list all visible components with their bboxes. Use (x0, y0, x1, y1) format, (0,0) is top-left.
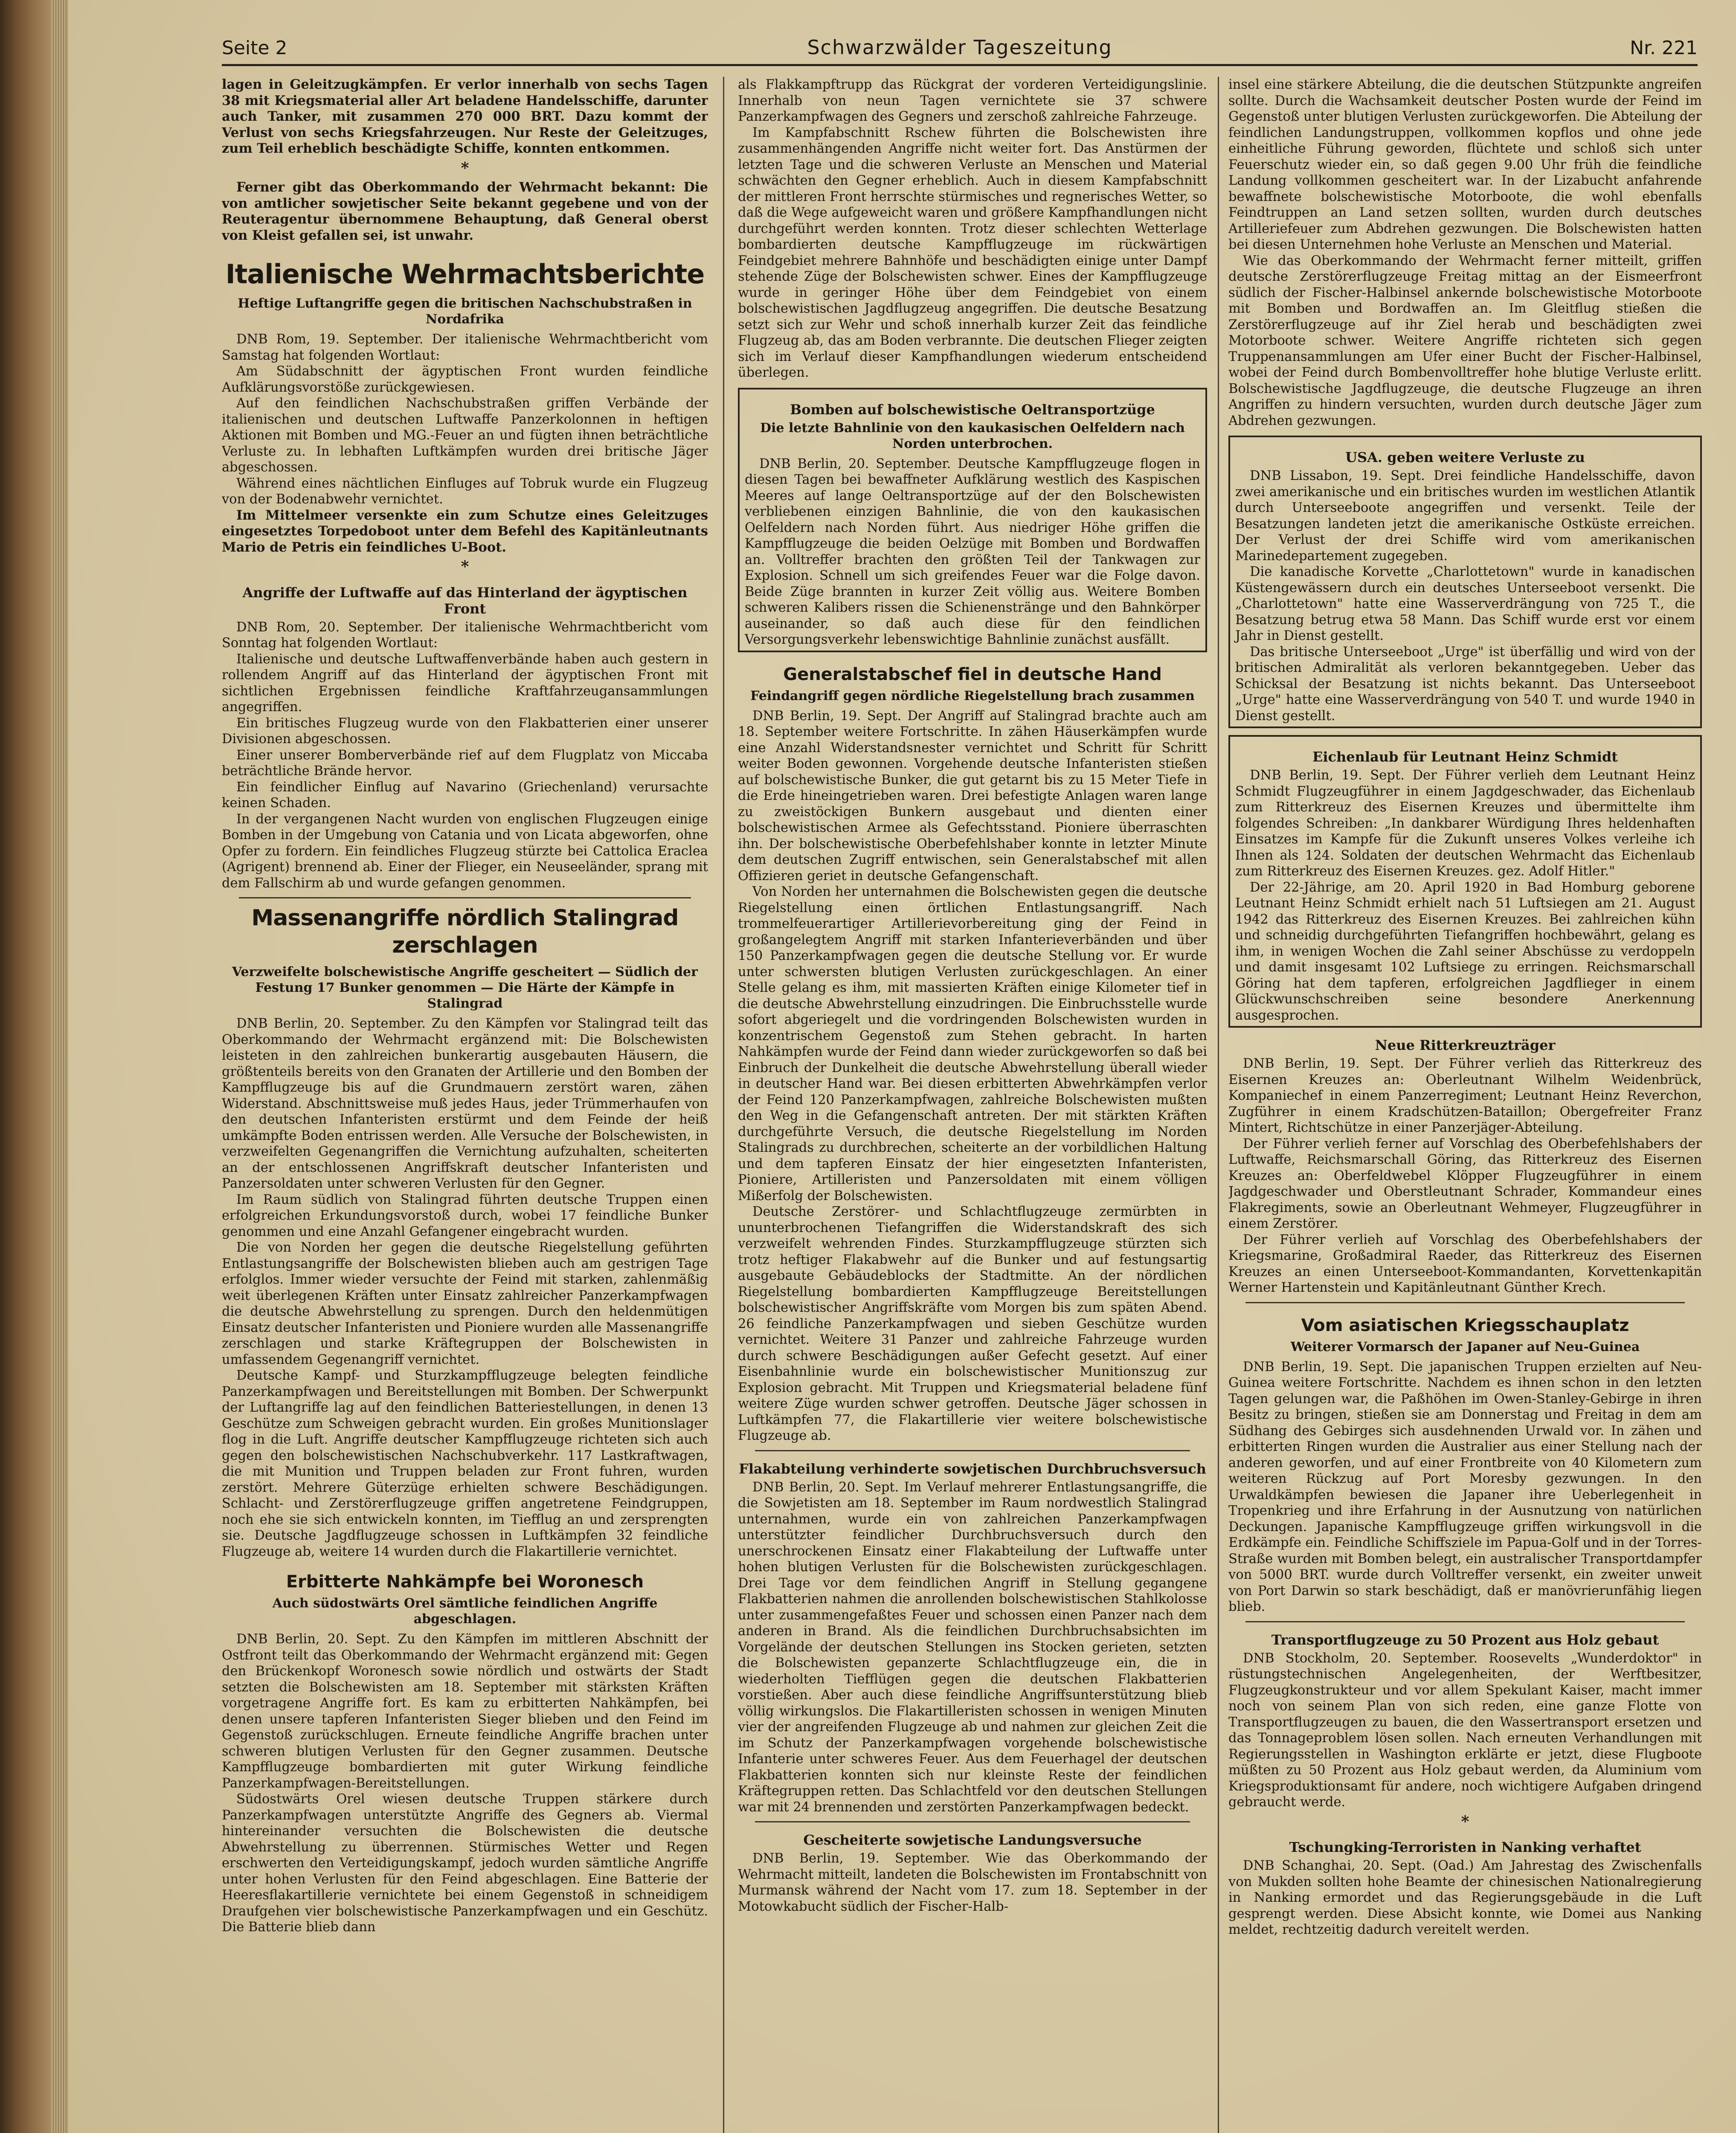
headline: Flakabteilung verhinderte sowjetischen Durchbruchsversuch (739, 1460, 1206, 1477)
article-text: DNB Lissabon, 19. Sept. Drei feindliche Handelsschiffe, davon zwei amerikanische und ein britisches wurden im westlichen Atlantik durch Unterseeboote angegriffen und versenkt. Teile der Besatzungen landeten jetzt die amerikanische Ostküste erreichen. Der Verlust der drei Schiffe wird vom amerikanischen Marinedepartement zugegeben. (1235, 468, 1695, 564)
article-text: DNB Berlin, 20. Sept. Im Verlauf mehrerer Entlastungsangriffe, die die Sowjetisten am 18. September im Raum nordwestlich Stalingrad unternahmen, wurde ein von zahlreichen Panzerkampfwagen unterstützter feindlicher Durchbruchsversuch durch den unerschrockenen Einsatz einer Flakabteilung der Luftwaffe unter hohen blutigen Verlusten für die Bolschewisten zurückgeschlagen. Drei Tage vor dem feindlichen Angriff in Stellung gegangene Flakbatterien nahmen die anrollenden bolschewistischen Stahlkolosse unter zusammengefaßtes Feuer und schossen einen Panzer nach dem anderen in Brand. Als die feindlichen Durchbruchsabsichten im Vorgelände der deutschen Stellungen ins Stocken gerieten, setzten die Bolschewisten gepanzerte Schlachtflugzeuge ein, die in wiederholten Tiefflügen gegen die deutschen Flakbatterien vorstießen. Aber auch diese feindliche Angriffsunterstützung blieb völlig wirkungslos. Die Flakartilleristen schossen in wenigen Minuten vier der angreifenden Flugzeuge ab und nahmen zur gleichen Zeit die im Schutz der Panzerkampfwagen vorgehende bolschewistische Infanterie unter schweres Feuer. Aus dem Feuerhagel der deutschen Flakbatterien konnten sich nur kleinste Reste der feindlichen Kräftegruppen retten. Das Schlachtfeld vor den deutschen Stellungen war mit 24 brennenden und zerstörten Panzerkampfwagen bedeckt. (738, 1479, 1207, 1815)
article-text: als Flakkampftrupp das Rückgrat der vorderen Verteidigungslinie. Innerhalb von neun Tagen vernichtete sie 37 schwere Panzerkampfwagen des Gegners und zerschoß zahlreiche Fahrzeuge. (738, 77, 1207, 124)
headline: Erbitterte Nahkämpfe bei Woronesch (286, 1572, 644, 1592)
column-rule (723, 77, 724, 2133)
headline: Angriffe der Luftwaffe auf das Hinterland der ägyptischen Front (242, 584, 688, 617)
article-text: Der 22-Jährige, am 20. April 1920 in Bad Homburg geborene Leutnant Heinz Schmidt erhielt nach 51 Luftsiegen am 21. August 1942 das Ritterkreuz des Eisernen Kreuzes. Bei zahlreichen kühn und schneidig durchgeführten Tiefangriffen hochbewährt, gelang es ihm, in wenigen Wochen die Zahl seiner Abschüsse zu verdoppeln und damit insgesamt 102 Luftsiege zu erringen. Reichsmarschall Göring hat dem tapferen, erfolgreichen Jagdflieger in einem Glückwunschschreiben seine besondere Anerkennung ausgesprochen. (1235, 880, 1695, 1023)
article-text: DNB Stockholm, 20. September. Roosevelts „Wunderdoktor" in rüstungstechnischen Angelegenheiten, der Werftbesitzer, Flugzeugkonstrukteur und vor allem Spekulant Kaiser, macht immer noch von seinem Plan von sich reden, eine ganze Flotte von Transportflugzeugen zu bauen, die den Wassertransport ersetzen und das Tonnageproblem lösen sollen. Nach erneuten Verhandlungen mit Regierungsstellen in Washington erklärte er jetzt, diese Flugboote müßten zu 50 Prozent aus Holz gebaut werden, da Aluminium vom Kriegsproduktionsamt für andere, noch wichtigere Aufgaben dringend gebraucht werde. (1228, 1651, 1702, 1810)
divider (755, 1821, 1190, 1822)
article-text: Im Kampfabschnitt Rschew führten die Bolschewisten ihre zusammenhängenden Angriffe nicht weiter fort. Das Anstürmen der letzten Tage und die schweren Verluste an Menschen und Material schwächten den Gegner erheblich. Auch in diesem Kampfabschnitt der mittleren Front herrschte stürmisches und regnerisches Wetter, so daß die Wege aufgeweicht waren und größere Kampfhandlungen nicht durchgeführt werden konnten. Trotz dieser schlechten Wetterlage bombardierten deutsche Kampfflugzeuge im rückwärtigen Feindgebiet mehrere Bahnhöfe und beschädigten einige unter Dampf stehende Züge der Bolschewisten schwer. Eines der Kampfflugzeuge wurde in geringer Höhe über dem Feindgebiet von einem bolschewistischen Jagdflugzeug angegriffen. Die deutsche Besatzung setzt sich zur Wehr und schoß innerhalb kurzer Zeit das feindliche Flugzeug ab, das am Boden verbrannte. Die deutschen Flieger zeigten sich im Verlauf dieser Kampfhandlungen wiederum entscheidend überlegen. (738, 125, 1207, 380)
headline: Italienische Wehrmachtsberichte (225, 259, 705, 290)
issue-number: Nr. 221 (1630, 37, 1698, 59)
divider (239, 897, 691, 898)
article-text: Am Südabschnitt der ägyptischen Front wurden feindliche Aufklärungsvorstöße zurückgewiesen. (222, 364, 708, 395)
article-text: Einer unserer Bomberverbände rief auf dem Flugplatz von Miccaba beträchtliche Brände hervor. (222, 747, 708, 779)
article-text: Die von Norden her gegen die deutsche Riegelstellung geführten Entlastungsangriffe der Bolschewisten blieben auch am gestrigen Tage erfolglos. Immer wieder versuchte der Feind mit starken, zahlenmäßig weit überlegenen Kräften unter Einsatz zahlreicher Panzerkampfwagen die deutsche Abwehrstellung zu sprengen. Durch den heldenmütigen Einsatz deutscher Infanteristen und Pioniere wurden alle Massenangriffe zerschlagen und starke Kräftegruppen der Bolschewisten in umfassendem Gegenangriff vernichtet. (222, 1240, 708, 1367)
article-text: DNB Berlin, 19. Sept. Die japanischen Truppen erzielten auf Neu-Guinea weitere Fortschritte. Nachdem es ihnen schon in den letzten Tagen gelungen war, die Paßhöhen im Owen-Stanley-Gebirge in ihren Besitz zu bringen, stießen sie am Donnerstag und Freitag in dem am Südhang des Gebirges sich ausdehnenden Urwald vor. In zähen und erbitterten Ringen wurden die Australier aus einer Stellung nach der anderen geworfen, und auf einer Frontbreite von 40 Kilometern zum weiteren Rückzug auf Port Moresby gezwungen. In den Urwaldkämpfen bewiesen die Japaner ihre Ueberlegenheit in Tropenkrieg und ihre Erfahrung in der Ausnutzung von natürlichen Deckungen. Japanische Kampfflugzeuge griffen wirkungsvoll in die Erdkämpfe ein. Feindliche Schiffsziele im Papua-Golf und in der Torres-Straße wurden mit Bomben belegt, ein australischer Transportdampfer von 5000 BRT. wurde durch Volltreffer versenkt, ein zweiter unweit von Port Darwin so stark beschädigt, daß er manövrierunfähig liegen blieb. (1228, 1359, 1702, 1614)
headline: Vom asiatischen Kriegsschauplatz (1301, 1315, 1629, 1335)
article-text: Das britische Unterseeboot „Urge" ist überfällig und wird von der britischen Admiralität als verloren bekanntgegeben. Ueber das Schicksal der Besatzung ist nichts bekannt. Das Unterseeboot „Urge" hatte eine Wasserverdrängung von 540 T. und wurde 1940 in Dienst gestellt. (1235, 644, 1695, 724)
boxed-article (1228, 436, 1702, 728)
headline: Bomben auf bolschewistische Oeltransportzüge (790, 401, 1155, 418)
headline: Massenangriffe nördlich Stalingrad zerschlagen (251, 905, 679, 958)
article-text: Auf den feindlichen Nachschubstraßen griffen Verbände der italienischen und deutschen Luftwaffe Panzerkolonnen in heftigen Aktionen mit Bomben und MG.-Feuer an und fügten ihnen beträchtliche Verluste zu. In lebhaften Luftkämpfen wurden drei britische Jäger abgeschossen. (222, 396, 708, 475)
article-text: DNB Berlin, 20. Sept. Zu den Kämpfen im mittleren Abschnitt der Ostfront teilt das Oberkommando der Wehrmacht ergänzend mit: Gegen den Brückenkopf Woronesch sowie nördlich und ostwärts der Stadt setzten die Bolschewisten am 18. September mit stärksten Kräften vorgetragene Angriffe fort. Es kam zu erbitterten Nahkämpfen, bei denen unsere tapferen Infanteristen Sieger blieben und den Feind im Gegenstoß zurückschlugen. Erneute feindliche Angriffe brachen unter schweren blutigen Verlusten für den Gegner zusammen. Deutsche Kampfflugzeuge bombardierten mit guter Wirkung feindliche Panzerkampfwagen-Bereitstellungen. (222, 1632, 708, 1791)
article-text: Während eines nächtlichen Einfluges auf Tobruk wurde ein Flugzeug von der Bodenabwehr vernichtet. (222, 476, 708, 507)
headline: Gescheiterte sowjetische Landungsversuche (803, 1832, 1142, 1848)
separator-star: * (461, 159, 469, 177)
article-text: DNB Berlin, 19. September. Wie das Oberkommando der Wehrmacht mitteilt, landeten die Bolschewisten im Frontabschnitt von Murmansk während der Nacht vom 17. zum 18. September in der Motowkabucht südlich der Fischer-Halb- (738, 1851, 1207, 1914)
article-text: Der Führer verlieh ferner auf Vorschlag des Oberbefehlshabers der Luftwaffe, Reichsmarschall Göring, das Ritterkreuz des Eisernen Kreuzes an: Oberfeldwebel Klöpper Flugzeugführer in einem Jagdgeschwader und Oberstleutnant Schrader, Kommandeur eines Flakregiments, sowie an Oberleutnant Wehmeyer, Flugzeugführer in einem Zerstörer. (1228, 1136, 1702, 1231)
article-text: Ein britisches Flugzeug wurde von den Flakbatterien einer unserer Divisionen abgeschossen. (222, 715, 708, 747)
article-text: Von Norden her unternahmen die Bolschewisten gegen die deutsche Riegelstellung einen örtlichen Entlastungsangriff. Nach trommelfeuerartiger Artillerievorbereitung ging der Feind in großangelegtem Angriff mit starken Infanterieverbänden und über 150 Panzerkampfwagen gegen die deutsche Stellung vor. Er wurde unter schwersten blutigen Verlusten zurückgeschlagen. An einer Stelle gelang es ihm, mit massierten Kräften einige Kilometer tief in die deutsche Abwehrstellung einzudringen. Die Einbruchsstelle wurde sofort abgeriegelt und die vordringenden Bolschewisten wurden in konzentrischem Gegenstoß zum Stehen gebracht. In harten Nahkämpfen wurde der Feind dann wieder zurückgeworfen so daß bei Einbruch der Dunkelheit die deutsche Abwehrstellung überall wieder in deutscher Hand war. Bei diesen erbitterten Abwehrkämpfen verlor der Feind 120 Panzerkampfwagen, zahlreiche Bolschewisten mußten den Weg in die Gefangenschaft antreten. Der mit stärkten Kräften durchgeführte Versuch, die deutsche Riegelstellung im Norden Stalingrads zu durchbrechen, scheiterte an der vorbildlichen Haltung und dem tapferen Einsatz der hier eingesetzten Infanteristen, Pioniere, Artilleristen und Panzersoldaten mit einem völligen Mißerfolg der Bolschewisten. (738, 884, 1207, 1203)
subheadline: Die letzte Bahnlinie von den kaukasischen Oelfeldern nach Norden unterbrochen. (760, 420, 1185, 451)
column-1 (222, 77, 708, 2133)
divider (1245, 1621, 1685, 1622)
divider (1245, 1302, 1685, 1303)
article-text: In der vergangenen Nacht wurden von englischen Flugzeugen einige Bomben in der Umgebung von Catania und von Licata abgeworfen, ohne Opfer zu fordern. Ein feindliches Flugzeug stürzte bei Cattolica Eraclea (Agrigent) brennend ab. Einer der Flieger, ein Neuseeländer, sprang mit dem Fallschirm ab und wurde gefangen genommen. (222, 811, 708, 891)
article-text: DNB Rom, 20. September. Der italienische Wehrmachtbericht vom Sonntag hat folgenden Wortlaut: (222, 619, 708, 651)
article-text: Im Raum südlich von Stalingrad führten deutsche Truppen einen erfolgreichen Erkundungsvorstoß durch, wobei 17 feindliche Bunker genommen und eine Anzahl Gefangener eingebracht wurden. (222, 1192, 708, 1239)
article-text: DNB Berlin, 20. September. Zu den Kämpfen vor Stalingrad teilt das Oberkommando der Wehrmacht ergänzend mit: Die Bolschewisten leisteten in den zahlreichen bunkerartig ausgebauten Häusern, die größtenteils bereits von den Granaten der Artillerie und den Bomben der Kampfflugzeuge bis auf die Grundmauern zerstört waren, zähen Widerstand. Abschnittsweise muß jedes Haus, jeder Trümmerhaufen von den deutschen Infanteristen erstürmt und dem Feinde der heiß umkämpfte Boden entrissen werden. Alle Versuche der Bolschewisten, in verzweifelten Gegenangriffen die Vernichtung aufzuhalten, scheiterten an der entschlossenen Angriffskraft deutscher Infanteristen und Panzersoldaten unter schweren Verlusten für den Gegner. (222, 1016, 708, 1191)
subheadline: Heftige Luftangriffe gegen die britischen Nachschubstraßen in Nordafrika (238, 296, 692, 327)
subheadline: Auch südostwärts Orel sämtliche feindlichen Angriffe abgeschlagen. (272, 1596, 658, 1627)
headline: Neue Ritterkreuzträger (1375, 1037, 1556, 1053)
divider (755, 1450, 1190, 1451)
article-text: DNB Berlin, 19. Sept. Der Führer verlieh dem Leutnant Heinz Schmidt Flugzeugführer in einem Jagdgeschwader, das Eichenlaub zum Ritterkreuz des Eisernen Kreuzes und übermittelte ihm folgendes Schreiben: „In dankbarer Würdigung Ihres heldenhaften Einsatzes im Kampfe für die Zukunft unseres Volkes verleihe ich Ihnen als 124. Soldaten der deutschen Wehrmacht das Eichenlaub zum Ritterkreuz des Eisernen Kreuzes. gez. Adolf Hitler." (1235, 768, 1695, 879)
article-text: Im Mittelmeer versenkte ein zum Schutze eines Geleitzuges eingesetztes Torpedoboot unter dem Befehl des Kapitänleutnants Mario de Petris ein feindliches U-Boot. (222, 507, 708, 555)
subheadline: Verzweifelte bolschewistische Angriffe gescheitert — Südlich der Festung 17 Bunker genommen — Die Härte der Kämpfe in Stalingrad (232, 965, 698, 1011)
column-2 (738, 77, 1207, 2133)
page-number: Seite 2 (222, 37, 287, 59)
masthead (222, 30, 1698, 66)
article-text: DNB Berlin, 19. Sept. Der Führer verlieh das Ritterkreuz des Eisernen Kreuzes an: Oberleutnant Wilhelm Weidenbrück, Kompaniechef in einem Panzerregiment; Leutnant Heinz Reverchon, Zugführer in einem Kradschützen-Bataillon; Obergefreiter Franz Mintert, Richtschütze in einer Panzerjäger-Abteilung. (1228, 1056, 1702, 1135)
article-text: Deutsche Zerstörer- und Schlachtflugzeuge zermürbten in ununterbrochenen Tiefangriffen die Widerstandskraft des sich verzweifelt wehrenden Findes. Sturzkampfflugzeuge stürzten sich trotz heftiger Flakabwehr auf die Bunker und auf festungsartig ausgebaute Gebäudeblocks der Stadtmitte. An der nördlichen Riegelstellung bombardierten Kampfflugzeuge Bereitstellungen bolschewistischer Angriffskräfte vom Morgen bis zum späten Abend. 26 feindliche Panzerkampfwagen und sieben Geschütze wurden vernichtet. Weitere 31 Panzer und zahlreiche Fahrzeuge wurden durch schwere Beschädigungen außer Gefecht gesetzt. Auf einer Eisenbahnlinie wurde ein bolschewistischer Munitionszug zur Explosion gebracht. Mit Truppen und Kriegsmaterial beladene fünf weitere Züge wurden schwer getroffen. Deutsche Jäger schossen in Luftkämpfen 77, die Flakartillerie vier weitere bolschewistische Flugzeuge ab. (738, 1204, 1207, 1443)
headline: Generalstabschef fiel in deutsche Hand (783, 664, 1162, 684)
separator-star: * (1461, 1812, 1469, 1831)
subheadline: Feindangriff gegen nördliche Riegelstellung brach zusammen (750, 688, 1195, 703)
article-text: DNB Berlin, 20. September. Deutsche Kampfflugzeuge flogen in diesen Tagen bei bewaffneter Aufklärung westlich des Kaspischen Meeres auf lange Oeltransportzüge auf der den Bolschewisten verbliebenen einzigen Bahnlinie, die von den kaukasischen Oelfeldern nach Norden führt. Aus niedriger Höhe griffen die Kampfflugzeuge die beiden Oelzüge mit Bomben und Bordwaffen an. Volltreffer brachten den größten Teil der Tankwagen zur Explosion. Schnell um sich greifendes Feuer war die Folge davon. Beide Züge brannten in kurzer Zeit völlig aus. Weitere Bomben schweren Kalibers rissen die Schienenstränge und den Bahnkörper auseinander, so daß auch diese für den feindlichen Versorgungsverkehr lebenswichtige Bahnlinie zunächst ausfällt. (745, 456, 1200, 647)
headline: Tschungking-Terroristen in Nanking verhaftet (1289, 1839, 1641, 1855)
headline: USA. geben weitere Verluste zu (1345, 449, 1585, 465)
boxed-article (1228, 735, 1702, 1028)
boxed-article (738, 388, 1207, 652)
article-text: Deutsche Kampf- und Sturzkampfflugzeuge belegten feindliche Panzerkampfwagen und Bereitstellungen mit Bomben. Der Schwerpunkt der Luftangriffe lag auf den feindlichen Batteriestellungen, in denen 13 Geschütze zum Schweigen gebracht wurden. Ein großes Munitionslager flog in die Luft. Angriffe deutscher Kampfflugzeuge richteten sich auch gegen den bolschewistischen Nachschubverkehr. 117 Lastkraftwagen, die mit Munition und Truppen beladen zur Front fuhren, wurden zerstört. Mehrere Güterzüge erhielten schwere Beschädigungen. Schlacht- und Zerstörerflugzeuge griffen angetretene Feindgruppen, noch ehe sie sich entwickeln konnten, im Tiefflug an und zersprengten sie. Deutsche Jagdflugzeuge schossen in Luftkämpfen 32 feindliche Flugzeuge ab, weitere 14 wurden durch die Flakartillerie vernichtet. (222, 1368, 708, 1559)
article-text: Ein feindlicher Einflug auf Navarino (Griechenland) verursachte keinen Schaden. (222, 779, 708, 811)
article-text: insel eine stärkere Abteilung, die die deutschen Stützpunkte angreifen sollte. Durch die Wachsamkeit deutscher Posten wurde der Feind im Gegenstoß unter blutigen Verlusten zurückgeworfen. Die Abteilung der feindlichen Landungstruppen, vollkommen kopflos und ohne jede einheitliche Führung geworden, flüchtete und schloß sich unter Feuerschutz wieder ein, so daß gegen 9.00 Uhr früh die feindliche Landung vollkommen gescheitert war. In der Lizabucht anfahrende bewaffnete bolschewistische Motorboote, die wohl ebenfalls Feindtruppen an Land setzen sollten, wurden durch deutsches Artilleriefeuer zum Abdrehen gezwungen. Die Bolschewisten hatten bei diesen Unternehmen hohe Verluste an Menschen und Material. (1228, 77, 1702, 252)
article-text: Der Führer verlieh auf Vorschlag des Oberbefehlshabers der Kriegsmarine, Großadmiral Raeder, das Ritterkreuz des Eisernen Kreuzes an einen Unterseeboot-Kommandanten, Korvettenkapitän Werner Hartenstein und Kapitänleutnant Günther Krech. (1228, 1232, 1702, 1295)
article-text: Ferner gibt das Oberkommando der Wehrmacht bekannt: Die von amtlicher sowjetischer Seite bekannt gegebene und von der Reuteragentur übernommene Behauptung, daß General oberst von Kleist gefallen sei, ist unwahr. (222, 180, 708, 243)
column-3 (1228, 77, 1702, 2133)
article-text: Wie das Oberkommando der Wehrmacht ferner mitteilt, griffen deutsche Zerstörerflugzeuge Freitag mittag an der Eismeerfront südlich der Fischer-Halbinsel ankernde bolschewistische Motorboote mit Bomben und Bordwaffen an. Im Gleitflug stießen die Zerstörerflugzeuge auf ihr Ziel herab und beschädigten zwei Motorboote schwer. Weitere Angriffe richteten sich gegen Truppenansammlungen am Ufer einer Bucht der Fischer-Halbinsel, wobei der Feind durch Bombenvolltreffer hohe blutige Verluste erlitt. Bolschewistische Jagdflugzeuge, die deutsche Flugzeuge an ihren Angriffen zu hindern versuchten, wurden durch deutsche Jäger zum Abdrehen gezwungen. (1228, 253, 1702, 428)
newspaper-title: Schwarzwälder Tageszeitung (807, 36, 1112, 59)
page-edges (51, 0, 68, 2133)
article-text: Südostwärts Orel wiesen deutsche Truppen stärkere durch Panzerkampfwagen unterstützte Angriffe des Gegners ab. Viermal hintereinander versuchten die Bolschewisten die deutsche Abwehrstellung zu überrennen. Stürmisches Wetter und Regen erschwerten den Verteidigungskampf, jedoch wurden sämtliche Angriffe unter hohen Verlusten für den Feind abgeschlagen. Eine Batterie der Heeresflakartillerie vernichtete bei einem Gegenstoß in schneidigem Draufgehen vier bolschewistische Panzerkampfwagen und ein Geschütz. Die Batterie blieb dann (222, 1792, 708, 1935)
article-text: DNB Berlin, 19. Sept. Der Angriff auf Stalingrad brachte auch am 18. September weitere Fortschritte. In zähen Häuserkämpfen wurde eine Anzahl Widerstandsnester vernichtet und Schritt für Schritt weiter Boden gewonnen. Vorgehende deutsche Infanteristen stießen auf bolschewistische Bunker, die gut getarnt bis zu 15 Meter Tiefe in die Erde hineingetrieben waren. Drei befestigte Anlagen waren lange zu zweistöckigen Bunkern ausgebaut und dienten einer bolschewistischen Armee als Gefechtsstand. Pioniere überraschten ihn. Der bolschewistische Oberbefehlshaber konnte in letzter Minute dem deutschen Zugriff entwischen, sein Generalstabschef mit allen Offizieren geriet in deutsche Gefangenschaft. (738, 708, 1207, 883)
article-text: DNB Schanghai, 20. Sept. (Oad.) Am Jahrestag des Zwischenfalls von Mukden sollten hohe Beamte der chinesischen Nationalregierung in Nanking ermordet und das Regierungsgebäude in die Luft gesprengt werden. Diese Absicht konnte, wie Domei aus Nanking meldet, rechtzeitig dadurch vereitelt werden. (1228, 1858, 1702, 1937)
column-rule (1218, 77, 1219, 2133)
article-text: lagen in Geleitzugkämpfen. Er verlor innerhalb von sechs Tagen 38 mit Kriegsmaterial aller Art beladene Handelsschiffe, darunter auch Tanker, mit zusammen 270 000 BRT. Dazu kommt der Verlust von sechs Kriegsfahrzeugen. Nur Reste der Geleitzuges, zum Teil erheblich beschädigte Schiffe, konnten entkommen. (222, 77, 708, 156)
article-text: DNB Rom, 19. September. Der italienische Wehrmachtbericht vom Samstag hat folgenden Wortlaut: (222, 332, 708, 363)
subheadline: Weiterer Vormarsch der Japaner auf Neu-Guinea (1290, 1339, 1640, 1354)
book-spine (0, 0, 51, 2133)
headline: Transportflugzeuge zu 50 Prozent aus Holz gebaut (1271, 1631, 1659, 1648)
separator-star: * (461, 558, 469, 575)
headline: Eichenlaub für Leutnant Heinz Schmidt (1312, 749, 1618, 765)
article-text: Die kanadische Korvette „Charlottetown" wurde in kanadischen Küstengewässern durch ein deutsches Unterseeboot versenkt. Die „Charlottetown" hatte eine Wasserverdrängung von 725 T., die Besatzung betrug etwa 58 Mann. Das Schiff wurde erst vor einem Jahr in Dienst gestellt. (1235, 564, 1695, 643)
article-text: Italienische und deutsche Luftwaffenverbände haben auch gestern in rollendem Angriff auf das Hinterland der ägyptischen Front mit sichtlichen Ergebnissen feindliche Kraftfahrzeugansammlungen angegriffen. (222, 651, 708, 715)
